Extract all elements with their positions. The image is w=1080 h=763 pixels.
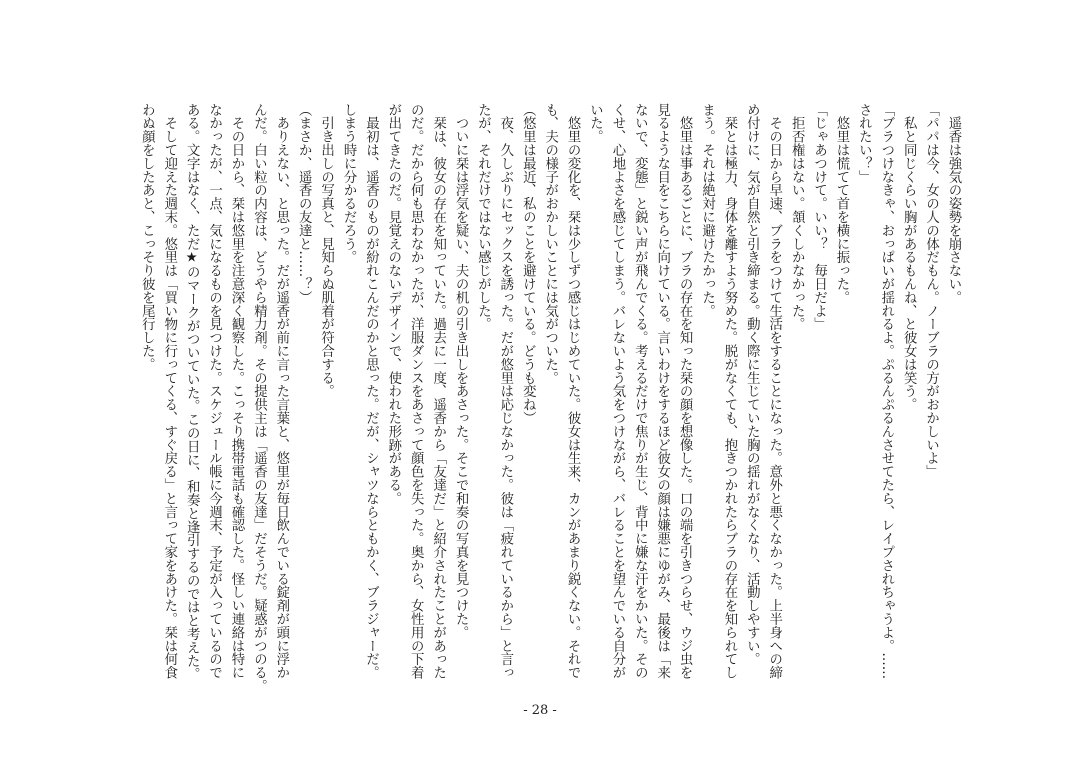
text-line: 悠里は事あるごとに、ブラの存在を知った栞の顔を想像した。口の端を引きつらせ、ウジ虫を [677, 103, 693, 680]
text-line: ある。文字はなく、ただ★のマークがついていた。この日に、和奏と逢引するのではと考えた。 [184, 103, 200, 681]
text-line: 引き出しの写真と、見知らぬ肌着が符合する。 [318, 103, 334, 398]
text-line: まう。それは絶対に避けたかった。 [699, 103, 715, 318]
text-line: されたい？」 [856, 103, 872, 184]
text-line: （悠里は最近、私のことを避けている。どうも変ね） [520, 103, 536, 425]
text-line: （まさか、遥香の友達と……？） [296, 103, 312, 304]
text-line: 拒否権はない。頷くしかなかった。 [789, 103, 805, 331]
text-line: わぬ顔をしたあと、こっそり彼を尾行した。 [139, 103, 155, 371]
text-line: 栞とは極力、身体を離すよう努めた。脱がなくても、抱きつかれたらブラの存在を知られてし [721, 103, 737, 680]
text-line: 夜、久しぶりにセックスを誘った。だが悠里は応じなかった。彼は「疲れているから」と言っ [497, 103, 513, 680]
text-line: たが、それだけではない感じがした。 [475, 103, 491, 331]
text-line: そして迎えた週末。悠里は「買い物に行ってくる、すぐ戻る」と言って家をあけた。栞は何食 [161, 103, 177, 680]
text-line: が出てきたのだ。見覚えのないデザインで、使われた形跡がある。 [385, 103, 401, 505]
text-line: ないで、変態」と鋭い声が飛んでくる。考えるだけで焦りが生じ、背中に嫌な汗をかいた。その [632, 103, 648, 680]
text-line: んだ。白い粒の内容は、どうやら精力剤。その提供主は「遥香の友達」だそうだ。疑惑がつのる。 [251, 103, 267, 693]
text-line: 私と同じくらい胸があるもんね、と彼女は笑う。 [901, 103, 917, 412]
text-line: 見るような目をこちらに向けている。言いわけをするほど彼女の顔は嫌悪にゆがみ、最後は「来 [654, 103, 670, 680]
text-line: その日から早速、ブラをつけて生活をすることになった。意外と悪くなかった。上半身への締 [766, 103, 782, 680]
text-line: 「ブラつけなきゃ、おっぱいが揺れるよ。ぷるんぷるんさせてたら、レイプされちゃうよ。…… [878, 103, 894, 680]
text-line: その日から、栞は悠里を注意深く観察した。こっそり携帯電話も確認した。怪しい連絡は特に [229, 103, 244, 680]
text-line: なかったが、一点、気になるものを見つけた。スケジュール帳に今週末、予定が入っているので [206, 103, 222, 680]
text-line: め付けに、気が自然と引き締まる。動く際に生じていた胸の揺れがなくなり、活動しやすい。 [744, 103, 760, 666]
text-line: くせ、心地よさを感じてしまう。バレないよう気をつけながら、バレることを望んでいる自分が [609, 103, 625, 680]
vertical-text-body [135, 103, 964, 693]
text-line: 栞は、彼女の存在を知っていた。過去に一度、遥香から「友達だ」と紹介されたことがあった [430, 103, 446, 680]
text-line: 遥香は強気の姿勢を崩さない。 [946, 103, 961, 304]
text-line: も、夫の様子がおかしいことには気がついた。 [542, 103, 558, 385]
page-number: - 28 - [523, 703, 557, 718]
text-line: 悠里は慌てて首を横に振った。 [833, 103, 849, 304]
text-line: 「パパは今、女の人の体だもん。ノーブラの方がおかしいよ」 [923, 103, 939, 479]
text-line: ついに栞は浮気を疑い、夫の机の引き出しをあさった。そこで和奏の写真を見つけた。 [453, 103, 469, 639]
text-line: ありえない、と思った。だが遥香が前に言った言葉と、悠里が毎日飲んでいる錠剤が頭に浮か [273, 103, 289, 680]
text-line: 悠里の変化を、栞は少しずつ感じはじめていた。彼女は生来、カンがあまり鋭くない。それで [565, 103, 581, 680]
text-line: しまう時に分かるだろう。 [341, 103, 357, 264]
text-line: 「じゃあつけて。いい？ 毎日だよ」 [811, 103, 827, 331]
text-line: いた。 [587, 103, 603, 144]
text-line: のだ。だから何も思わなかったが、洋服ダンスをあさって顔色を失った。奥から、女性用の下着 [408, 103, 424, 680]
text-line: 最初は、遥香のものが紛れこんだのかと思った。だが、シャツならともかく、ブラジャーだ。 [363, 103, 379, 680]
